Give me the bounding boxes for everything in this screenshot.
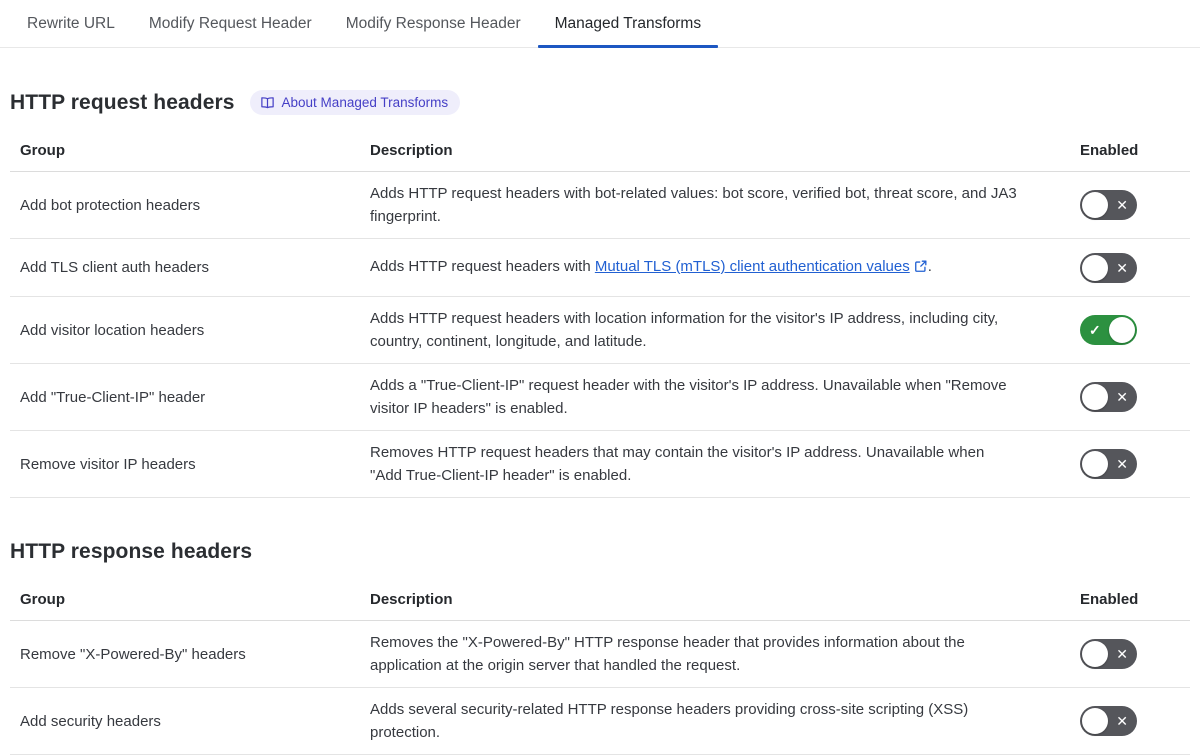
column-header-group: Group (20, 142, 65, 159)
mtls-docs-link[interactable]: Mutual TLS (mTLS) client authentication values (594, 258, 910, 275)
column-header-group: Group (20, 591, 65, 608)
request-section-title: HTTP request headers (10, 90, 235, 114)
tab-label: Managed Transforms (554, 14, 702, 32)
toggle-knob (1082, 384, 1108, 410)
group-label: Add "True-Client-IP" header (20, 388, 206, 406)
column-header-description: Description (370, 591, 453, 608)
response-section-title: HTTP response headers (10, 540, 253, 563)
toggle-knob (1082, 708, 1108, 734)
group-label: Add security headers (20, 712, 161, 730)
toggle-add-tls-client-auth-headers[interactable] (1080, 253, 1137, 283)
cross-icon: ✕ (1116, 456, 1128, 472)
group-label: Add bot protection headers (20, 196, 201, 214)
column-header-description: Description (370, 142, 453, 159)
cross-icon: ✕ (1116, 713, 1128, 729)
tab-label: Modify Response Header (345, 14, 521, 32)
cross-icon: ✕ (1116, 197, 1128, 213)
toggle-add-security-headers[interactable] (1080, 706, 1137, 736)
row-description: Adds HTTP request headers with location information for the visitor's IP address, including city, country, continent, longitude, and latitude. (370, 310, 999, 350)
toggle-knob (1082, 641, 1108, 667)
row-description: Adds several security-related HTTP response headers providing cross-site scripting (XSS) protection. (370, 701, 969, 741)
toggle-remove-x-powered-by-headers[interactable] (1080, 639, 1137, 669)
toggle-add-visitor-location-headers[interactable] (1080, 315, 1137, 345)
table-row (10, 239, 1190, 297)
request-headers-section (0, 90, 1200, 498)
book-icon (260, 95, 275, 110)
toggle-knob (1082, 192, 1108, 218)
badge-label: About Managed Transforms (281, 95, 449, 110)
request-headers-table (0, 131, 1200, 498)
toggle-add-bot-protection-headers[interactable] (1080, 190, 1137, 220)
tab-modify-response-header[interactable] (329, 0, 538, 47)
row-description: Removes HTTP request headers that may contain the visitor's IP address. Unavailable when "Add True-Client-IP header" is enabled. (370, 444, 985, 484)
table-row (10, 297, 1190, 364)
tab-rewrite-url[interactable] (10, 0, 132, 47)
table-row (10, 431, 1190, 498)
table-row (10, 621, 1190, 688)
tab-label: Rewrite URL (27, 14, 115, 32)
group-label: Remove visitor IP headers (20, 455, 196, 473)
column-header-enabled: Enabled (1080, 142, 1139, 159)
group-label: Add TLS client auth headers (20, 259, 210, 276)
cross-icon: ✕ (1116, 389, 1128, 405)
cross-icon: ✕ (1116, 646, 1128, 662)
row-description: Removes the "X-Powered-By" HTTP response header that provides information about the application at the origin server that handled the request. (370, 634, 965, 674)
row-description: Adds HTTP request headers with Mutual TLS (mTLS) client authentication values . (360, 245, 1070, 290)
table-header-row (10, 131, 1190, 172)
cross-icon: ✕ (1116, 259, 1128, 276)
tab-modify-request-header[interactable] (132, 0, 329, 47)
group-label: Remove "X-Powered-By" headers (20, 645, 246, 663)
tab-label: Modify Request Header (148, 14, 312, 32)
transform-rules-tab-bar (0, 0, 1200, 48)
external-link-icon (914, 257, 928, 280)
tab-managed-transforms[interactable] (538, 0, 718, 47)
row-description: Adds a "True-Client-IP" request header with the visitor's IP address. Unavailable when "Remove visitor IP headers" is enabled. (370, 377, 1007, 417)
request-section-head (0, 90, 1200, 115)
table-header-row (10, 580, 1190, 621)
table-row (10, 688, 1190, 755)
toggle-knob (1082, 255, 1108, 281)
group-label: Add visitor location headers (20, 321, 205, 339)
column-header-enabled: Enabled (1080, 591, 1139, 608)
response-headers-table (0, 580, 1200, 755)
response-section-head (0, 540, 1200, 564)
toggle-add-true-client-ip-header[interactable] (1080, 382, 1137, 412)
response-headers-section (0, 540, 1200, 755)
table-row (10, 364, 1190, 431)
check-icon: ✓ (1089, 322, 1101, 338)
table-row (10, 172, 1190, 239)
toggle-knob (1082, 451, 1108, 477)
toggle-remove-visitor-ip-headers[interactable] (1080, 449, 1137, 479)
row-description: Adds HTTP request headers with bot-related values: bot score, verified bot, threat score, and JA3 fingerprint. (370, 185, 1017, 225)
about-managed-transforms-link[interactable] (250, 90, 461, 115)
toggle-knob (1109, 317, 1135, 343)
